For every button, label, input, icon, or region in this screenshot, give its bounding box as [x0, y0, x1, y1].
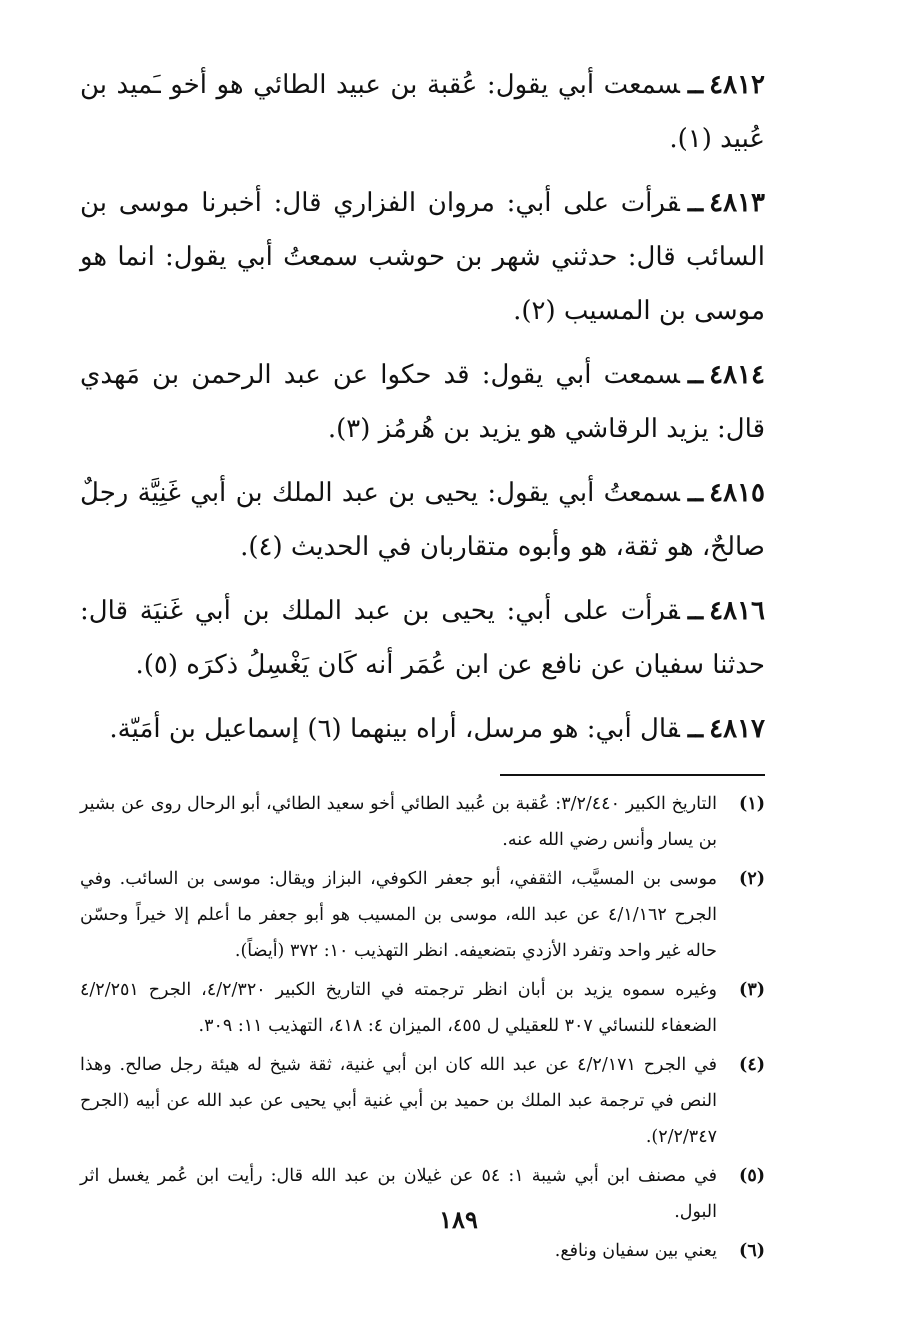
- entry-text: سمعت أبي يقول: قد حكوا عن عبد الرحمن بن مَهدي قال: يزيد الرقاشي هو يزيد بن هُرمُز (٣).: [80, 360, 765, 444]
- entry-4817: [80, 702, 765, 756]
- footnote-mark: (٣): [739, 980, 765, 1000]
- footnote-text: يعني بين سفيان ونافع.: [554, 1241, 717, 1261]
- entry-4813: [80, 176, 765, 338]
- entry-number: ٤٨١٧: [709, 714, 765, 744]
- entry-text: قرأت على أبي: مروان الفزاري قال: أخبرنا موسى بن السائب قال: حدثني شهر بن حوشب سمعتُ أبي يقول: انما هو موسى بن المسيب (٢).: [80, 188, 765, 326]
- footnote-1: [80, 786, 765, 858]
- entry-dash: ــ: [687, 70, 704, 100]
- entry-4816: [80, 584, 765, 692]
- footnote-text: التاريخ الكبير ٣/٢/٤٤٠: عُقبة بن عُبيد الطائي أخو سعيد الطائي، أبو الرحال روى عن بشير بن يسار وأنس رضي الله عنه.: [80, 794, 717, 850]
- entry-4815: [80, 466, 765, 574]
- entry-4814: [80, 348, 765, 456]
- entry-number: ٤٨١٦: [709, 596, 765, 626]
- page-number: ١٨٩: [439, 1205, 478, 1234]
- entries-list: [80, 58, 765, 756]
- footnote-6: [80, 1233, 765, 1269]
- entry-number: ٤٨١٣: [709, 188, 765, 218]
- entry-text: سمعت أبي يقول: عُقبة بن عبيد الطائي هو أخو ـَميد بن عُبيد (١).: [80, 70, 765, 154]
- entry-dash: ــ: [687, 188, 704, 218]
- footnote-divider: [500, 774, 765, 776]
- entry-text: قال أبي: هو مرسل، أراه بينهما (٦) إسماعيل بن أمَيّة.: [109, 714, 680, 744]
- entry-dash: ــ: [687, 714, 704, 744]
- entry-number: ٤٨١٤: [709, 360, 765, 390]
- footnote-text: وغيره سموه يزيد بن أبان انظر ترجمته في التاريخ الكبير ٤/٢/٣٢٠، الجرح ٤/٢/٢٥١ الضعفاء للنسائي ٣٠٧ للعقيلي ل ٤٥٥، الميزان ٤: ٤١٨، التهذيب ١١: ٣٠٩.: [80, 980, 717, 1036]
- entry-4812: [80, 58, 765, 166]
- footnotes-list: [80, 786, 765, 1269]
- entry-text: قرأت على أبي: يحيى بن عبد الملك بن أبي غَنيَة قال: حدثنا سفيان عن نافع عن ابن عُمَر أنه كَان يَغْسِلُ ذكرَه (٥).: [80, 596, 765, 680]
- footnote-4: [80, 1047, 765, 1155]
- footnote-2: [80, 861, 765, 969]
- footnote-mark: (٥): [739, 1166, 765, 1186]
- entry-dash: ــ: [687, 596, 704, 626]
- footnote-text: في مصنف ابن أبي شيبة ١: ٥٤ عن غيلان بن عبد الله قال: رأيت ابن عُمر يغسل اثر البول.: [80, 1166, 717, 1222]
- footnote-mark: (١): [739, 794, 765, 814]
- footnote-mark: (٢): [739, 869, 765, 889]
- footnote-mark: (٦): [739, 1241, 765, 1261]
- footnote-text: في الجرح ٤/٢/١٧١ عن عبد الله كان ابن أبي غنية، ثقة شيخ له هيئة رجل صالح. وهذا النص في ترجمة عبد الملك بن حميد بن أبي غنية أبي يحيى عن عبد الله عن أبيه (الجرح ٢/٢/٣٤٧).: [80, 1055, 717, 1147]
- entry-number: ٤٨١٥: [709, 478, 765, 508]
- footnote-3: [80, 972, 765, 1044]
- entry-dash: ــ: [687, 360, 704, 390]
- entry-text: سمعتُ أبي يقول: يحيى بن عبد الملك بن أبي غَنِيَّة رجلٌ صالحٌ، هو ثقة، هو وأبوه متقاربان في الحديث (٤).: [80, 478, 765, 562]
- footnote-text: موسى بن المسيَّب، الثقفي، أبو جعفر الكوفي، البزاز ويقال: موسى بن السائب. وفي الجرح ٤/١/١٦٢ عن عبد الله، موسى بن المسيب هو أبو جعفر ما أعلم إلا خيراً وحسّن حاله غير واحد وتفرد الأزدي بتضعيفه. انظر التهذيب ١٠: ٣٧٢ (أيضاً).: [80, 869, 717, 961]
- page-body: [80, 58, 765, 1272]
- entry-number: ٤٨١٢: [709, 70, 765, 100]
- footnote-mark: (٤): [739, 1055, 765, 1075]
- entry-dash: ــ: [687, 478, 704, 508]
